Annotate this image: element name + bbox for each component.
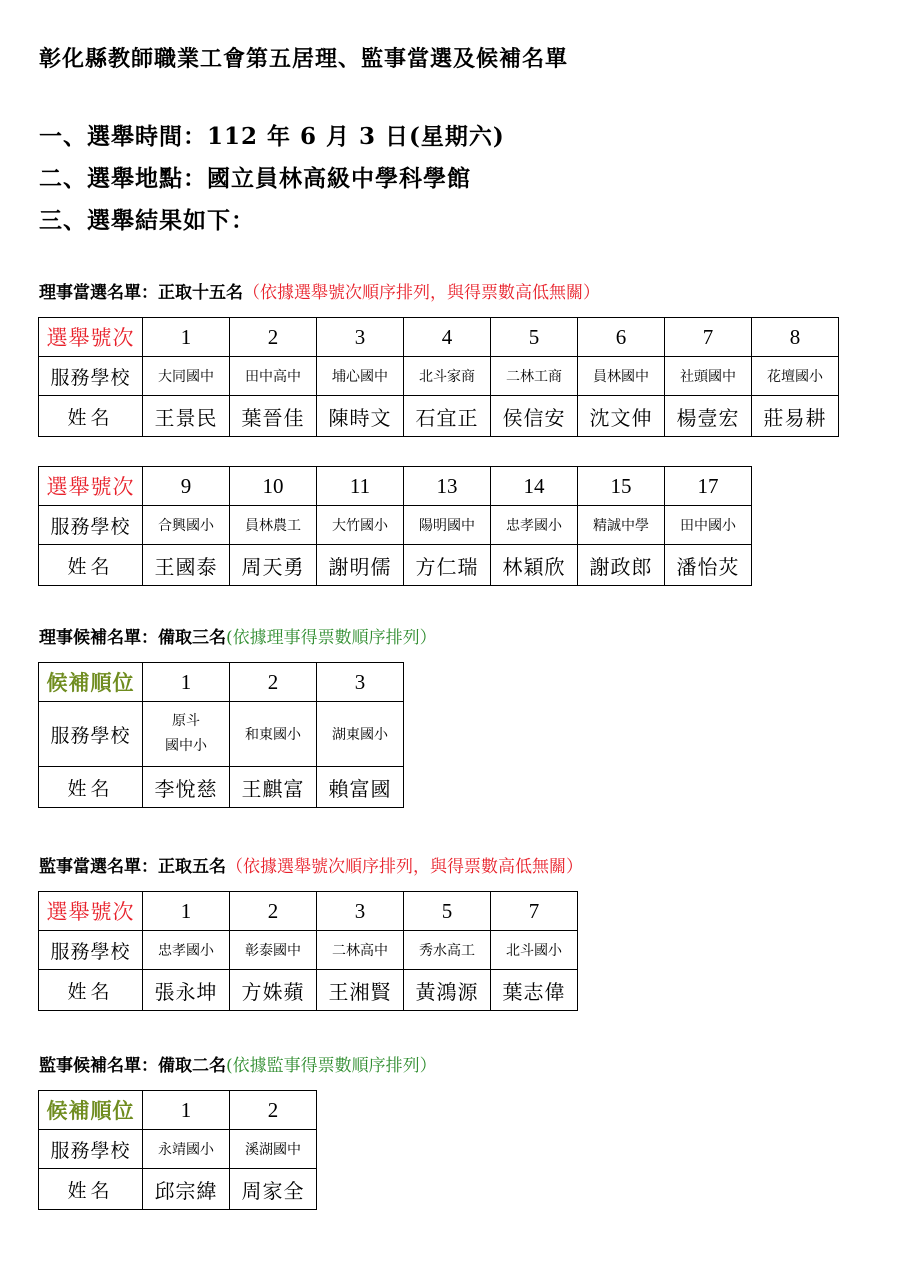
number-cell: 11 xyxy=(317,467,404,506)
school-row xyxy=(39,931,578,970)
number-cell: 6 xyxy=(578,318,665,357)
name-cell: 王湘賢 xyxy=(317,970,404,1011)
name-cell: 黃鴻源 xyxy=(404,970,491,1011)
school-row xyxy=(39,702,404,767)
school-cell: 北斗家商 xyxy=(404,357,491,396)
election-location: 二、選舉地點：國立員林高級中學科學館 xyxy=(39,165,471,192)
school-cell: 員林國中 xyxy=(578,357,665,396)
name-cell: 周家全 xyxy=(230,1169,317,1210)
order-label: 候補順位 xyxy=(39,663,143,702)
director-elected-table-2 xyxy=(38,466,752,586)
number-cell: 7 xyxy=(491,892,578,931)
name-row xyxy=(39,396,839,437)
number-row xyxy=(39,892,578,931)
name-cell: 沈文伸 xyxy=(578,396,665,437)
school-row xyxy=(39,357,839,396)
name-cell: 謝政郎 xyxy=(578,545,665,586)
supervisor-alternate-title: 監事候補名單：備取二名 xyxy=(39,1056,226,1076)
school-label: 服務學校 xyxy=(39,506,143,545)
name-label: 姓名 xyxy=(39,396,143,437)
school-cell: 二林工商 xyxy=(491,357,578,396)
school-cell: 忠孝國小 xyxy=(143,931,230,970)
name-row xyxy=(39,970,578,1011)
director-alternate-note: (依據理事得票數順序排列） xyxy=(226,628,437,648)
name-cell: 楊壹宏 xyxy=(665,396,752,437)
school-line: 國中小 xyxy=(165,738,207,754)
school-line: 原斗 xyxy=(172,713,200,729)
name-cell: 王景民 xyxy=(143,396,230,437)
number-cell: 4 xyxy=(404,318,491,357)
order-cell: 3 xyxy=(317,663,404,702)
school-label: 服務學校 xyxy=(39,1130,143,1169)
number-cell: 2 xyxy=(230,892,317,931)
name-cell: 賴富國 xyxy=(317,767,404,808)
name-cell: 王麒富 xyxy=(230,767,317,808)
order-cell: 1 xyxy=(143,663,230,702)
school-cell: 湖東國小 xyxy=(317,702,404,767)
school-cell: 秀水高工 xyxy=(404,931,491,970)
name-cell: 邱宗緯 xyxy=(143,1169,230,1210)
election-results-heading: 三、選舉結果如下： xyxy=(39,207,255,234)
school-cell: 田中高中 xyxy=(230,357,317,396)
number-cell: 17 xyxy=(665,467,752,506)
supervisor-alternate-heading xyxy=(39,1051,437,1076)
order-row xyxy=(39,1091,317,1130)
school-cell: 溪湖國中 xyxy=(230,1130,317,1169)
school-label: 服務學校 xyxy=(39,931,143,970)
name-cell: 李悅慈 xyxy=(143,767,230,808)
order-row xyxy=(39,663,404,702)
school-cell: 大竹國小 xyxy=(317,506,404,545)
name-cell: 莊易耕 xyxy=(752,396,839,437)
name-row xyxy=(39,545,752,586)
name-cell: 林穎欣 xyxy=(491,545,578,586)
name-cell: 石宜正 xyxy=(404,396,491,437)
number-label: 選舉號次 xyxy=(39,467,143,506)
school-cell: 花壇國小 xyxy=(752,357,839,396)
number-cell: 1 xyxy=(143,892,230,931)
director-elected-heading xyxy=(39,278,600,303)
order-cell: 2 xyxy=(230,663,317,702)
number-label: 選舉號次 xyxy=(39,892,143,931)
school-cell: 埔心國中 xyxy=(317,357,404,396)
director-elected-note: （依據選舉號次順序排列，與得票數高低無關） xyxy=(243,283,600,303)
number-cell: 3 xyxy=(317,318,404,357)
supervisor-alternate-table xyxy=(38,1090,317,1210)
number-cell: 14 xyxy=(491,467,578,506)
director-elected-title: 理事當選名單：正取十五名 xyxy=(39,283,243,303)
number-cell: 10 xyxy=(230,467,317,506)
school-cell: 和東國小 xyxy=(230,702,317,767)
school-cell: 北斗國小 xyxy=(491,931,578,970)
number-label: 選舉號次 xyxy=(39,318,143,357)
name-label: 姓名 xyxy=(39,970,143,1011)
page-title: 彰化縣教師職業工會第五居理、監事當選及候補名單 xyxy=(39,46,569,72)
supervisor-elected-note: （依據選舉號次順序排列，與得票數高低無關） xyxy=(226,857,583,877)
school-cell: 精誠中學 xyxy=(578,506,665,545)
school-cell xyxy=(143,702,230,767)
name-row xyxy=(39,1169,317,1210)
order-cell: 2 xyxy=(230,1091,317,1130)
order-label: 候補順位 xyxy=(39,1091,143,1130)
name-cell: 王國泰 xyxy=(143,545,230,586)
name-label: 姓名 xyxy=(39,1169,143,1210)
school-cell: 田中國小 xyxy=(665,506,752,545)
school-cell: 陽明國中 xyxy=(404,506,491,545)
name-cell: 陳時文 xyxy=(317,396,404,437)
name-cell: 侯信安 xyxy=(491,396,578,437)
number-cell: 2 xyxy=(230,318,317,357)
number-cell: 5 xyxy=(404,892,491,931)
number-cell: 3 xyxy=(317,892,404,931)
election-time: 一、選舉時間：112 年 6 月 3 日(星期六) xyxy=(39,123,505,150)
school-cell: 二林高中 xyxy=(317,931,404,970)
name-cell: 葉晉佳 xyxy=(230,396,317,437)
supervisor-elected-table xyxy=(38,891,578,1011)
name-label: 姓名 xyxy=(39,767,143,808)
supervisor-alternate-note: (依據監事得票數順序排列） xyxy=(226,1056,437,1076)
name-cell: 潘怡苂 xyxy=(665,545,752,586)
director-alternate-title: 理事候補名單：備取三名 xyxy=(39,628,226,648)
school-cell: 彰泰國中 xyxy=(230,931,317,970)
school-label: 服務學校 xyxy=(39,702,143,767)
school-cell: 員林農工 xyxy=(230,506,317,545)
director-alternate-heading xyxy=(39,623,437,648)
name-cell: 方仁瑞 xyxy=(404,545,491,586)
school-cell: 社頭國中 xyxy=(665,357,752,396)
supervisor-elected-title: 監事當選名單：正取五名 xyxy=(39,857,226,877)
school-cell: 合興國小 xyxy=(143,506,230,545)
number-cell: 7 xyxy=(665,318,752,357)
number-row xyxy=(39,318,839,357)
number-cell: 5 xyxy=(491,318,578,357)
school-cell: 永靖國小 xyxy=(143,1130,230,1169)
director-elected-table-1 xyxy=(38,317,839,437)
number-cell: 9 xyxy=(143,467,230,506)
name-cell: 葉志偉 xyxy=(491,970,578,1011)
supervisor-elected-heading xyxy=(39,852,583,877)
school-cell: 大同國中 xyxy=(143,357,230,396)
number-cell: 15 xyxy=(578,467,665,506)
name-row xyxy=(39,767,404,808)
name-label: 姓名 xyxy=(39,545,143,586)
school-row xyxy=(39,1130,317,1169)
number-row xyxy=(39,467,752,506)
name-cell: 方姝蘋 xyxy=(230,970,317,1011)
number-cell: 1 xyxy=(143,318,230,357)
number-cell: 8 xyxy=(752,318,839,357)
school-row xyxy=(39,506,752,545)
name-cell: 張永坤 xyxy=(143,970,230,1011)
number-cell: 13 xyxy=(404,467,491,506)
name-cell: 周天勇 xyxy=(230,545,317,586)
order-cell: 1 xyxy=(143,1091,230,1130)
school-cell: 忠孝國小 xyxy=(491,506,578,545)
school-label: 服務學校 xyxy=(39,357,143,396)
name-cell: 謝明儒 xyxy=(317,545,404,586)
director-alternate-table xyxy=(38,662,404,808)
